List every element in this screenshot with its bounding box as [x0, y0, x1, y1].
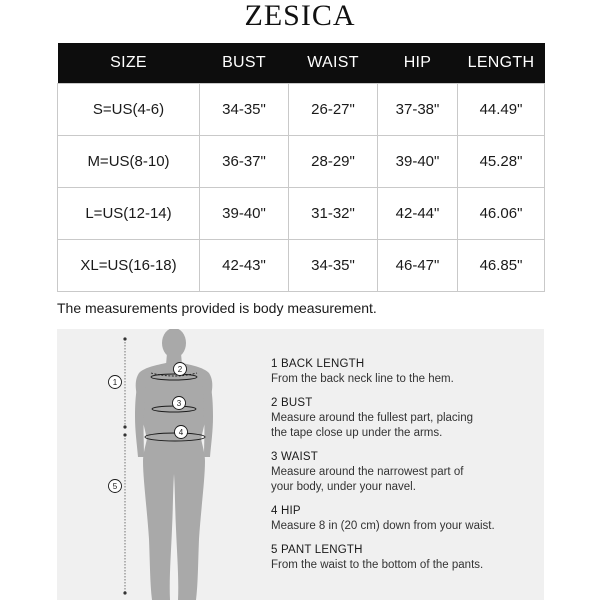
- cell-hip: 42-44": [378, 187, 458, 239]
- legend-desc: From the waist to the bottom of the pants.: [271, 559, 484, 571]
- cell-bust: 39-40": [200, 187, 289, 239]
- legend-item-waist: [271, 450, 541, 495]
- cell-size: M=US(8-10): [58, 135, 200, 187]
- legend-title: 3 WAIST: [271, 451, 318, 463]
- size-chart-table: [57, 43, 545, 292]
- measurement-guide-panel: [57, 329, 544, 600]
- table-header-row: [58, 43, 545, 83]
- legend-desc: Measure around the narrowest part of: [271, 466, 464, 478]
- cell-size: L=US(12-14): [58, 187, 200, 239]
- cell-hip: 46-47": [378, 239, 458, 291]
- marker-5-label: 5: [112, 482, 118, 491]
- legend-desc: From the back neck line to the hem.: [271, 373, 454, 385]
- cell-bust: 42-43": [200, 239, 289, 291]
- cell-waist: 34-35": [289, 239, 378, 291]
- header-length: LENGTH: [458, 43, 545, 83]
- legend-desc: the tape close up under the arms.: [271, 427, 443, 439]
- legend-title: 5 PANT LENGTH: [271, 544, 363, 556]
- cell-size: XL=US(16-18): [58, 239, 200, 291]
- header-bust: BUST: [200, 43, 289, 83]
- marker-1: [109, 376, 122, 389]
- legend-item-pant-length: [271, 543, 541, 573]
- cell-length: 44.49": [458, 83, 545, 135]
- table-row: [58, 239, 545, 291]
- legend-title: 2 BUST: [271, 397, 313, 409]
- marker-3-label: 3: [176, 399, 182, 408]
- legend-item-back-length: [271, 357, 541, 387]
- table-row: [58, 83, 545, 135]
- cell-length: 46.85": [458, 239, 545, 291]
- header-hip: HIP: [378, 43, 458, 83]
- legend-title: 1 BACK LENGTH: [271, 358, 365, 370]
- legend-desc: Measure 8 in (20 cm) down from your waist.: [271, 520, 495, 532]
- cell-waist: 26-27": [289, 83, 378, 135]
- table-row: [58, 135, 545, 187]
- marker-1-label: 1: [112, 378, 118, 387]
- header-size: SIZE: [58, 43, 200, 83]
- measurement-note: The measurements provided is body measurement.: [57, 300, 377, 316]
- body-silhouette-figure: [57, 329, 257, 600]
- marker-2-label: 2: [177, 365, 183, 374]
- cell-waist: 31-32": [289, 187, 378, 239]
- brand-logo: ZESICA: [244, 0, 356, 32]
- cell-hip: 39-40": [378, 135, 458, 187]
- cell-bust: 36-37": [200, 135, 289, 187]
- cell-hip: 37-38": [378, 83, 458, 135]
- cell-bust: 34-35": [200, 83, 289, 135]
- legend-desc: Measure around the fullest part, placing: [271, 412, 474, 424]
- table-row: [58, 187, 545, 239]
- cell-length: 46.06": [458, 187, 545, 239]
- header-waist: WAIST: [289, 43, 378, 83]
- marker-3: [173, 397, 186, 410]
- measurement-legend: [271, 357, 541, 582]
- cell-waist: 28-29": [289, 135, 378, 187]
- marker-2: [174, 363, 187, 376]
- marker-4-label: 4: [178, 428, 184, 437]
- legend-title: 4 HIP: [271, 505, 301, 517]
- legend-item-bust: [271, 396, 541, 441]
- legend-item-hip: [271, 504, 541, 534]
- cell-length: 45.28": [458, 135, 545, 187]
- cell-size: S=US(4-6): [58, 83, 200, 135]
- marker-4: [175, 426, 188, 439]
- legend-desc: your body, under your navel.: [271, 481, 416, 493]
- marker-5: [109, 480, 122, 493]
